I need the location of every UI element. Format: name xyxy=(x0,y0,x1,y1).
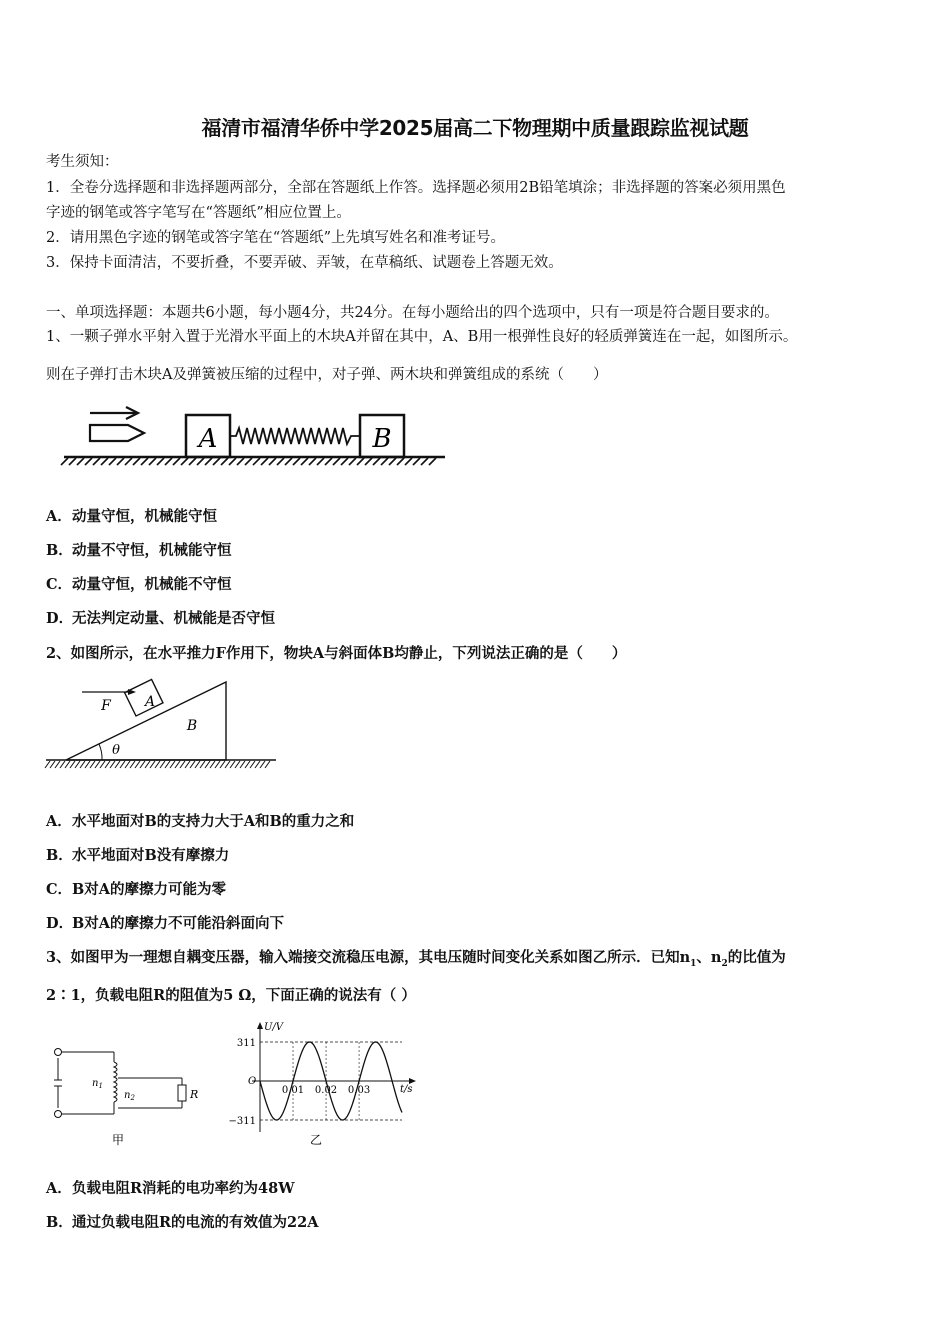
q3-figure-transformer xyxy=(44,1040,214,1148)
hatch-mark xyxy=(215,761,220,768)
hatch-mark xyxy=(101,458,108,465)
hatch-mark xyxy=(140,761,145,768)
hatch-mark xyxy=(125,761,130,768)
hatch-mark xyxy=(277,458,284,465)
hatch-mark xyxy=(157,458,164,465)
hatch-mark xyxy=(349,458,356,465)
hatch-mark xyxy=(180,761,185,768)
hatch-mark xyxy=(245,761,250,768)
q2-figure-incline xyxy=(44,680,280,776)
hatch-mark xyxy=(245,458,252,465)
hatch-mark xyxy=(125,458,132,465)
hatch-mark xyxy=(260,761,265,768)
hatch-mark xyxy=(405,458,412,465)
x-axis-label: t/s xyxy=(400,1084,413,1095)
hatch-mark xyxy=(381,458,388,465)
hatch-mark xyxy=(45,761,50,768)
q2-option-d[interactable]: D．B对A的摩擦力不可能沿斜面向下 xyxy=(46,915,285,932)
hatch-mark xyxy=(109,458,116,465)
input-terminal-top xyxy=(55,1049,62,1056)
hatch-mark xyxy=(141,458,148,465)
hatch-mark xyxy=(130,761,135,768)
hatch-mark xyxy=(373,458,380,465)
hatch-mark xyxy=(205,458,212,465)
hatch-mark xyxy=(160,761,165,768)
hatch-mark xyxy=(397,458,404,465)
hatch-mark xyxy=(325,458,332,465)
hatch-mark xyxy=(69,458,76,465)
hatch-mark xyxy=(65,761,70,768)
y-tick-label: −311 xyxy=(228,1116,256,1127)
notice-heading: 考生须知： xyxy=(46,154,119,170)
q2-option-c[interactable]: C．B对A的摩擦力可能为零 xyxy=(46,881,227,898)
hatch-mark xyxy=(413,458,420,465)
hatch-mark xyxy=(237,458,244,465)
hatch-mark xyxy=(85,761,90,768)
q1-figure-spring-blocks xyxy=(60,405,450,467)
section-heading: 一、单项选择题：本题共6小题，每小题4分，共24分。在每小题给出的四个选项中，只有一项是符合题目要求的。 xyxy=(46,305,779,321)
hatch-mark xyxy=(110,761,115,768)
hatch-mark xyxy=(197,458,204,465)
block-a xyxy=(125,679,163,716)
x-tick-label: 0.02 xyxy=(314,1085,338,1096)
q3-option-a[interactable]: A．负载电阻R消耗的电功率约为48W xyxy=(46,1180,295,1197)
hatch-mark xyxy=(165,458,172,465)
hatch-mark xyxy=(261,458,268,465)
hatch-mark xyxy=(95,761,100,768)
q2-option-a[interactable]: A．水平地面对B的支持力大于A和B的重力之和 xyxy=(46,813,355,830)
hatch-mark xyxy=(181,458,188,465)
hatch-mark xyxy=(309,458,316,465)
block-a-label: A xyxy=(198,424,218,454)
hatch-mark xyxy=(117,458,124,465)
hatch-mark xyxy=(100,761,105,768)
hatch-mark xyxy=(341,458,348,465)
hatch-mark xyxy=(115,761,120,768)
hatch-mark xyxy=(229,458,236,465)
hatch-mark xyxy=(365,458,372,465)
q1-stem-line1: 1、一颗子弹水平射入置于光滑水平面上的木块A并留在其中，A、B用一根弹性良好的轻质弹簧连在一起，如图所示。 xyxy=(46,329,798,345)
hatch-mark xyxy=(200,761,205,768)
hatch-mark xyxy=(250,761,255,768)
hatch-mark xyxy=(255,761,260,768)
hatch-mark xyxy=(225,761,230,768)
y-axis-arrow xyxy=(257,1022,263,1029)
q1-option-b[interactable]: B．动量不守恒，机械能守恒 xyxy=(46,542,232,559)
q3-voltage-chart xyxy=(212,1020,428,1148)
spring xyxy=(230,428,360,444)
hatch-mark xyxy=(269,458,276,465)
input-terminal-bottom xyxy=(55,1111,62,1118)
hatch-mark xyxy=(301,458,308,465)
x-tick-label: 0.01 xyxy=(281,1085,305,1096)
notice-item: 2．请用黑色字迹的钢笔或答字笔在“答题纸”上先填写姓名和准考证号。 xyxy=(46,230,506,246)
y-tick-label: 311 xyxy=(236,1038,256,1049)
hatch-mark xyxy=(105,761,110,768)
q1-option-c[interactable]: C．动量守恒，机械能不守恒 xyxy=(46,576,232,593)
notice-item: 1．全卷分选择题和非选择题两部分，全部在答题纸上作答。选择题必须用2B铅笔填涂；非选择题的答案必须用黑色 xyxy=(46,180,786,196)
hatch-mark xyxy=(253,458,260,465)
hatch-mark xyxy=(80,761,85,768)
wedge-b-label: B xyxy=(186,718,198,734)
hatch-mark xyxy=(189,458,196,465)
hatch-mark xyxy=(190,761,195,768)
hatch-mark xyxy=(90,761,95,768)
hatch-mark xyxy=(213,458,220,465)
ground-hatch xyxy=(61,458,436,465)
hatch-mark xyxy=(61,458,68,465)
hatch-mark xyxy=(195,761,200,768)
q2-option-b[interactable]: B．水平地面对B没有摩擦力 xyxy=(46,847,230,864)
origin-label: O xyxy=(248,1076,257,1087)
hatch-mark xyxy=(75,761,80,768)
chart-caption: 乙 xyxy=(309,1133,323,1147)
hatch-mark xyxy=(133,458,140,465)
q2-stem: 2、如图所示，在水平推力F作用下，物块A与斜面体B均静止，下列说法正确的是（ ） xyxy=(46,645,627,662)
resistor xyxy=(178,1085,186,1101)
angle-label: θ xyxy=(112,743,120,758)
hatch-mark xyxy=(333,458,340,465)
coil xyxy=(114,1062,117,1102)
hatch-mark xyxy=(55,761,60,768)
hatch-mark xyxy=(173,458,180,465)
hatch-mark xyxy=(317,458,324,465)
hatch-mark xyxy=(205,761,210,768)
hatch-mark xyxy=(145,761,150,768)
hatch-mark xyxy=(135,761,140,768)
hatch-mark xyxy=(185,761,190,768)
hatch-mark xyxy=(240,761,245,768)
n2-label: $n_2$ xyxy=(124,1090,135,1102)
hatch-mark xyxy=(50,761,55,768)
hatch-mark xyxy=(120,761,125,768)
hatch-mark xyxy=(285,458,292,465)
hatch-mark xyxy=(421,458,428,465)
hatch-mark xyxy=(85,458,92,465)
q1-option-d[interactable]: D．无法判定动量、机械能是否守恒 xyxy=(46,610,275,627)
q1-option-a[interactable]: A．动量守恒，机械能守恒 xyxy=(46,508,217,525)
hatch-mark xyxy=(70,761,75,768)
hatch-mark xyxy=(235,761,240,768)
q3-stem-line1: 3、如图甲为一理想自耦变压器，输入端接交流稳压电源，其电压随时间变化关系如图乙所示．已知$n_1$、$n_2$的比值为 xyxy=(46,949,786,969)
notice-item: 字迹的钢笔或答字笔写在“答题纸”相应位置上。 xyxy=(46,205,351,221)
hatch-mark xyxy=(389,458,396,465)
x-tick-label: 0.03 xyxy=(347,1085,371,1096)
hatch-mark xyxy=(175,761,180,768)
notice-item: 3．保持卡面清洁，不要折叠，不要弄破、弄皱，在草稿纸、试题卷上答题无效。 xyxy=(46,255,563,271)
hatch-mark xyxy=(93,458,100,465)
hatch-mark xyxy=(210,761,215,768)
hatch-mark xyxy=(293,458,300,465)
hatch-mark xyxy=(220,761,225,768)
hatch-mark xyxy=(60,761,65,768)
hatch-mark xyxy=(170,761,175,768)
q1-stem-line2: 则在子弹打击木块A及弹簧被压缩的过程中，对子弹、两木块和弹簧组成的系统（ ） xyxy=(46,367,608,383)
block-a-label: A xyxy=(144,694,156,710)
page-title: 福清市福清华侨中学2025届高二下物理期中质量跟踪监视试题 xyxy=(201,116,749,140)
hatch-mark xyxy=(357,458,364,465)
n1-label: $n_1$ xyxy=(92,1078,103,1090)
hatch-mark xyxy=(155,761,160,768)
force-label: F xyxy=(101,698,111,714)
block-b-label: B xyxy=(372,424,392,454)
ground-hatch xyxy=(45,761,270,768)
q3-stem-line2: 2∶1，负载电阻R的阻值为5 Ω，下面正确的说法有（ ） xyxy=(46,987,416,1004)
hatch-mark xyxy=(150,761,155,768)
resistor-label: R xyxy=(190,1088,199,1101)
q3-option-b[interactable]: B．通过负载电阻R的电流的有效值为22A xyxy=(46,1214,319,1231)
figure-caption: 甲 xyxy=(111,1133,125,1147)
hatch-mark xyxy=(149,458,156,465)
hatch-mark xyxy=(77,458,84,465)
hatch-mark xyxy=(429,458,436,465)
hatch-mark xyxy=(265,761,270,768)
bullet-arrow-icon xyxy=(90,407,144,441)
hatch-mark xyxy=(230,761,235,768)
hatch-mark xyxy=(165,761,170,768)
y-axis-label: U/V xyxy=(264,1022,284,1033)
hatch-mark xyxy=(221,458,228,465)
